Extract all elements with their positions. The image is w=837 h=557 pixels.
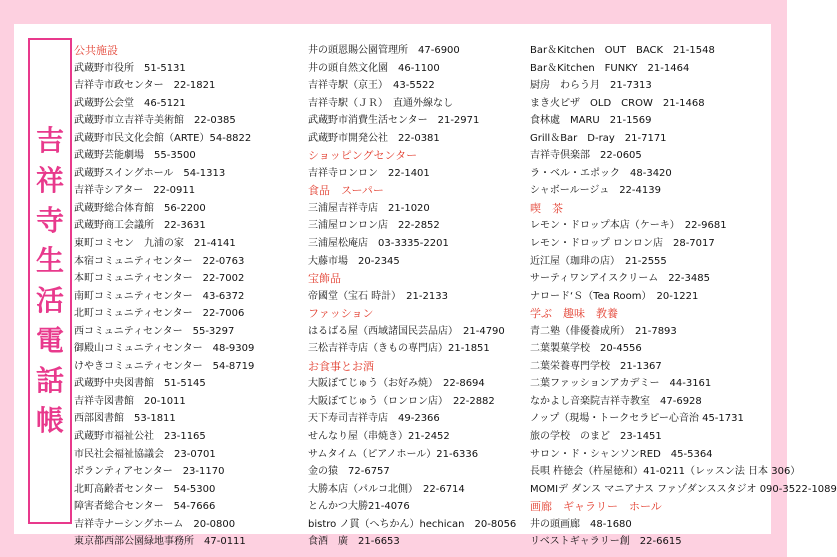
- directory-column-2: [308, 42, 528, 551]
- directory-entry: 本町コミュニティセンター 22-7002: [74, 273, 245, 285]
- directory-entry: せんなり屋（串焼き）21-2452: [308, 431, 450, 443]
- directory-entry: シャボールージュ 22-4139: [530, 185, 661, 197]
- directory-entry: 大阪ぼてじゅう（お好み焼） 22-8694: [308, 378, 485, 390]
- directory-entry: 大藤市場 20-2345: [308, 255, 400, 267]
- directory-entry: 南町コミュニティセンター 43-6372: [74, 290, 245, 302]
- directory-entry: 吉祥寺シアター 22-0911: [74, 185, 196, 197]
- directory-entry: 御殿山コミュニティセンター 48-9309: [74, 343, 255, 355]
- directory-entry: 障害者総合センター 54-7666: [74, 501, 216, 513]
- directory-entry: 長唄 杵徳会（杵屋徳和）41-0211（レッスン法 日本 306）: [530, 466, 801, 478]
- directory-entry: 井の頭画廊 48-1680: [530, 518, 632, 530]
- title-char: 帳: [35, 404, 64, 437]
- directory-entry: 武蔵野公会堂 46-5121: [74, 97, 186, 109]
- category-heading: 宝飾品: [308, 272, 341, 286]
- directory-column-3: [530, 42, 837, 551]
- directory-entry: サムタイム（ピアノホール）21-6336: [308, 448, 479, 460]
- title-char: 吉: [35, 124, 64, 157]
- directory-entry: 武蔵野市役所 51-5131: [74, 62, 186, 74]
- directory-entry: 吉祥寺駅（ＪＲ） 直通外線なし: [308, 97, 453, 109]
- title-char: 活: [35, 284, 64, 317]
- directory-entry: サーティワンアイスクリーム 22-3485: [530, 273, 710, 285]
- directory-entry: 武蔵野スイングホール 54-1313: [74, 167, 226, 179]
- directory-entry: 吉祥寺ロンロン 22-1401: [308, 167, 430, 179]
- category-heading: 喫 茶: [530, 201, 563, 215]
- category-heading: 食品 スーパー: [308, 184, 384, 198]
- directory-entry: 天下寿司吉祥寺店 49-2366: [308, 413, 440, 425]
- directory-entry: 二葉ファッションアカデミー 44-3161: [530, 378, 712, 390]
- directory-sheet: [14, 24, 837, 548]
- directory-entry: Grill＆Bar D-ray 21-7171: [530, 132, 667, 144]
- directory-entry: 三浦屋ロンロン店 22-2852: [308, 220, 440, 232]
- directory-entry: ボランティアセンター 23-1170: [74, 466, 225, 478]
- directory-entry: 井の頭恩賜公園管理所 47-6900: [308, 45, 460, 56]
- directory-entry: 武蔵野芸能劇場 55-3500: [74, 150, 196, 162]
- directory-entry: 井の頭自然文化園 46-1100: [308, 62, 440, 74]
- directory-entry: 武蔵野市福祉公社 23-1165: [74, 431, 206, 443]
- directory-entry: レモン・ドロップ本店（ケーキ） 22-9681: [530, 220, 727, 232]
- directory-entry: 旅の学校 のまど 23-1451: [530, 431, 662, 443]
- directory-entry: 三浦屋松庵店 03-3335-2201: [308, 238, 449, 250]
- directory-entry: まき火ピザ OLD CROW 21-1468: [530, 97, 705, 109]
- directory-entry: 食林處 MARU 21-1569: [530, 115, 652, 127]
- directory-entry: とんかつ大勝21-4076: [308, 501, 410, 513]
- vertical-title-box: [28, 38, 72, 524]
- directory-entry: レモン・ドロップ ロンロン店 28-7017: [530, 238, 715, 250]
- directory-entry: 武蔵野市立吉祥寺美術館 22-0385: [74, 115, 236, 127]
- directory-entry: 大勝本店（パルコ北側） 22-6714: [308, 483, 465, 495]
- directory-entry: 金の猿 72-6757: [308, 466, 390, 478]
- directory-entry: Bar＆Kitchen OUT BACK 21-1548: [530, 45, 715, 56]
- title-char: 祥: [35, 164, 64, 197]
- title-char: 話: [35, 364, 64, 397]
- category-heading: 画廊 ギャラリー ホール: [530, 500, 662, 514]
- directory-entry: 西部図書館 53-1811: [74, 413, 176, 425]
- title-char: 電: [35, 324, 64, 357]
- directory-column-1: [74, 42, 294, 551]
- directory-entry: 西コミュニティセンター 55-3297: [74, 325, 235, 337]
- directory-entry: 東町コミセン 九浦の家 21-4141: [74, 238, 236, 250]
- category-heading: お食事とお酒: [308, 359, 374, 373]
- directory-entry: 北町高齢者センター 54-5300: [74, 483, 216, 495]
- directory-entry: 三浦屋吉祥寺店 21-1020: [308, 202, 430, 214]
- directory-entry: 吉祥寺ナーシングホーム 20-0800: [74, 518, 236, 530]
- directory-entry: 吉祥寺図書館 20-1011: [74, 395, 186, 407]
- title-char: 寺: [35, 204, 64, 237]
- directory-entry: サロン・ド・シャンソンRED 45-5364: [530, 448, 713, 460]
- category-heading: ショッピングセンター: [308, 149, 418, 163]
- directory-entry: 武蔵野総合体育館 56-2200: [74, 202, 206, 214]
- directory-entry: なかよし音楽院吉祥寺教室 47-6928: [530, 395, 702, 407]
- directory-entry: 吉祥寺駅（京王） 43-5522: [308, 80, 435, 92]
- directory-entry: 武蔵野商工会議所 22-3631: [74, 220, 206, 232]
- directory-entry: はるばる屋（西域諸国民芸品店） 21-4790: [308, 325, 505, 337]
- directory-entry: 武蔵野市消費生活センター 21-2971: [308, 115, 480, 127]
- directory-entry: 武蔵野中央図書館 51-5145: [74, 378, 206, 390]
- directory-entry: 青二塾（俳優養成所） 21-7893: [530, 325, 677, 337]
- directory-entry: リベストギャラリー創 22-6615: [530, 536, 682, 548]
- directory-entry: 食酒 廣 21-6653: [308, 536, 400, 548]
- title-char: 生: [35, 244, 64, 277]
- directory-entry: 厨房 わらう月 21-7313: [530, 80, 652, 92]
- directory-entry: 帝國堂（宝石 時計） 21-2133: [308, 290, 448, 302]
- category-heading: 学ぶ 趣味 教養: [530, 307, 618, 321]
- directory-entry: 本宿コミュニティセンター 22-0763: [74, 255, 245, 267]
- directory-entry: 市民社会福祉協議会 23-0701: [74, 448, 216, 460]
- directory-entry: ラ・ベル・エポック 48-3420: [530, 167, 672, 179]
- directory-entry: ノップ（現場・トークセラピー心音治 45-1731: [530, 413, 744, 425]
- directory-entry: 二葉製菓学校 20-4556: [530, 343, 642, 355]
- directory-entry: 武蔵野市開発公社 22-0381: [308, 132, 440, 144]
- directory-entry: 武蔵野市民文化会館（ARTE）54-8822: [74, 132, 252, 144]
- directory-entry: bistro ノ貫（へちかん）hechican 20-8056: [308, 518, 517, 530]
- directory-entry: 吉祥寺市政センター 22-1821: [74, 80, 216, 92]
- directory-entry: 大阪ぼてじゅう（ロンロン店） 22-2882: [308, 395, 495, 407]
- category-heading: ファッション: [308, 307, 374, 321]
- directory-entry: けやきコミュニティセンター 54-8719: [74, 360, 255, 372]
- directory-entry: 近江屋（珈琲の店） 21-2555: [530, 255, 667, 267]
- directory-entry: 三松吉祥寺店（きもの専門店）21-1851: [308, 343, 490, 355]
- directory-entry: MOMIデ ダンス マニアナス ファゾダンススタジオ 090-3522-1089: [530, 483, 837, 495]
- directory-entry: 北町コミュニティセンター 22-7006: [74, 308, 245, 320]
- directory-entry: ナロード‘Ｓ（Tea Room） 20-1221: [530, 290, 699, 302]
- directory-entry: Bar＆Kitchen FUNKY 21-1464: [530, 62, 690, 74]
- directory-entry: 東京都西部公園緑地事務所 47-0111: [74, 536, 246, 548]
- directory-entry: 二葉栄養専門学校 21-1367: [530, 360, 662, 372]
- category-heading: 公共施設: [74, 44, 118, 57]
- directory-entry: 吉祥寺倶楽部 22-0605: [530, 150, 642, 162]
